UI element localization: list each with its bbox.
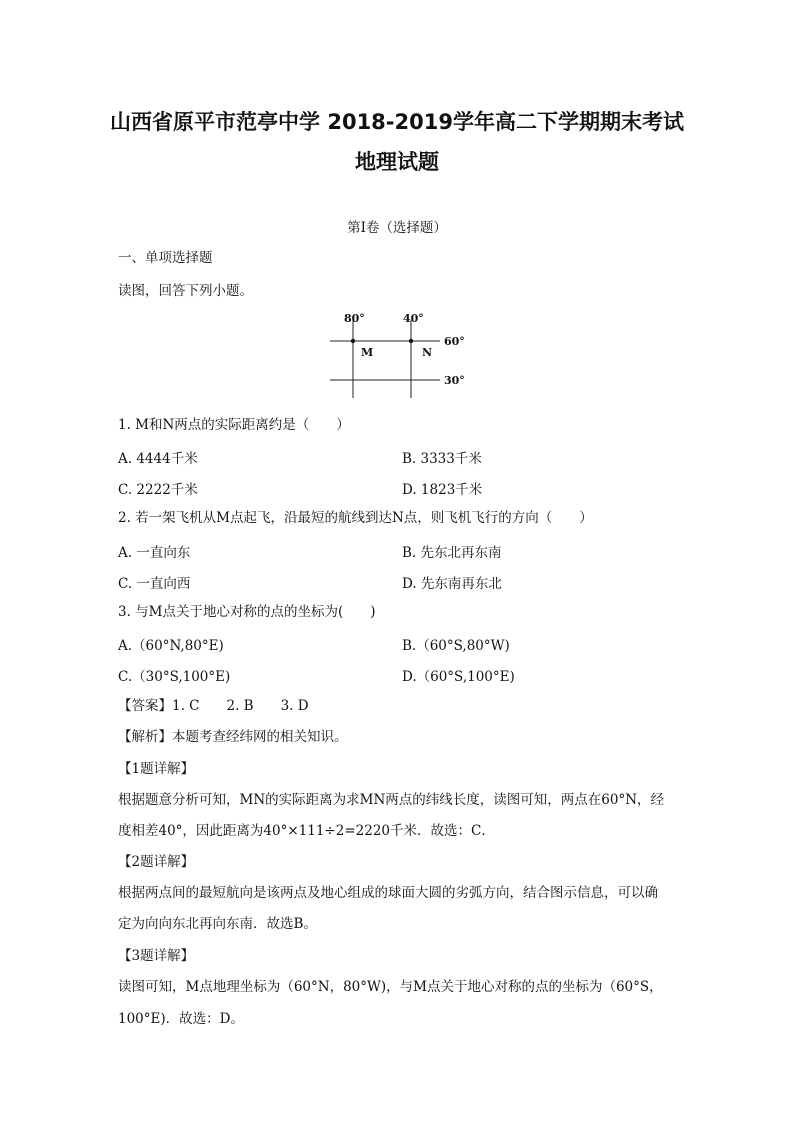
label-lat-60: 60° bbox=[444, 335, 465, 348]
question-3-stem: 3. 与M点关于地心对称的点的坐标为( ) bbox=[118, 604, 376, 620]
question-3-option-c: C.（30°S,100°E) bbox=[118, 669, 231, 685]
explanation-2-line-2: 定为向向东北再向东南．故选B。 bbox=[118, 916, 317, 932]
point-m-dot bbox=[351, 339, 355, 343]
question-2-option-a: A. 一直向东 bbox=[118, 545, 191, 561]
question-2-option-b: B. 先东北再东南 bbox=[402, 545, 502, 561]
explanation-1-heading: 【1题详解】 bbox=[118, 761, 195, 777]
page-subtitle: 地理试题 bbox=[355, 150, 439, 174]
graticule-diagram bbox=[326, 308, 476, 402]
point-n-dot bbox=[409, 339, 413, 343]
analysis-text: 本题考查经纬网的相关知识。 bbox=[172, 729, 348, 745]
instruction-text: 读图，回答下列小题。 bbox=[118, 283, 253, 299]
explanation-1-line-1: 根据题意分析可知，MN的实际距离为求MN两点的纬线长度，读图可知，两点在60°N，经 bbox=[118, 792, 665, 808]
label-lon-80: 80° bbox=[344, 312, 365, 325]
question-3-option-b: B.（60°S,80°W) bbox=[402, 638, 510, 654]
label-lat-30: 30° bbox=[444, 374, 465, 387]
answer-line bbox=[118, 697, 309, 715]
label-point-m: M bbox=[361, 346, 374, 359]
question-1-option-a: A. 4444千米 bbox=[118, 451, 198, 467]
answer-label: 【答案】 bbox=[118, 698, 172, 714]
label-point-n: N bbox=[422, 346, 433, 359]
explanation-3-line-2: 100°E)．故选：D。 bbox=[118, 1011, 244, 1027]
explanation-1-line-2: 度相差40°，因此距离为40°×111÷2=2220千米．故选：C． bbox=[118, 823, 495, 839]
analysis-label: 【解析】 bbox=[118, 729, 172, 745]
label-lon-40: 40° bbox=[403, 312, 424, 325]
answer-text: 1. C 2. B 3. D bbox=[172, 698, 309, 714]
question-3-option-d: D.（60°S,100°E) bbox=[402, 669, 515, 685]
analysis-line bbox=[118, 728, 348, 746]
explanation-2-line-1: 根据两点间的最短航向是该两点及地心组成的球面大圆的劣弧方向，结合图示信息，可以确 bbox=[118, 885, 658, 901]
explanation-2-heading: 【2题详解】 bbox=[118, 854, 195, 870]
question-1-option-d: D. 1823千米 bbox=[402, 482, 483, 498]
page-title: 山西省原平市范亭中学 2018-2019学年高二下学期期末考试 bbox=[110, 110, 684, 134]
question-2-option-d: D. 先东南再东北 bbox=[402, 576, 502, 592]
question-3-option-a: A.（60°N,80°E) bbox=[118, 638, 224, 654]
question-2-option-c: C. 一直向西 bbox=[118, 576, 191, 592]
volume-heading: 第I卷（选择题） bbox=[347, 220, 447, 236]
explanation-3-line-1: 读图可知，M点地理坐标为（60°N，80°W)，与M点关于地心对称的点的坐标为（60°S， bbox=[118, 979, 663, 995]
question-1-option-b: B. 3333千米 bbox=[402, 451, 482, 467]
explanation-3-heading: 【3题详解】 bbox=[118, 948, 195, 964]
part-heading: 一、单项选择题 bbox=[118, 250, 213, 266]
question-1-option-c: C. 2222千米 bbox=[118, 482, 198, 498]
question-1-stem: 1. M和N两点的实际距离约是（ ） bbox=[118, 417, 350, 433]
question-2-stem: 2. 若一架飞机从M点起飞，沿最短的航线到达N点，则飞机飞行的方向（ ） bbox=[118, 510, 593, 526]
